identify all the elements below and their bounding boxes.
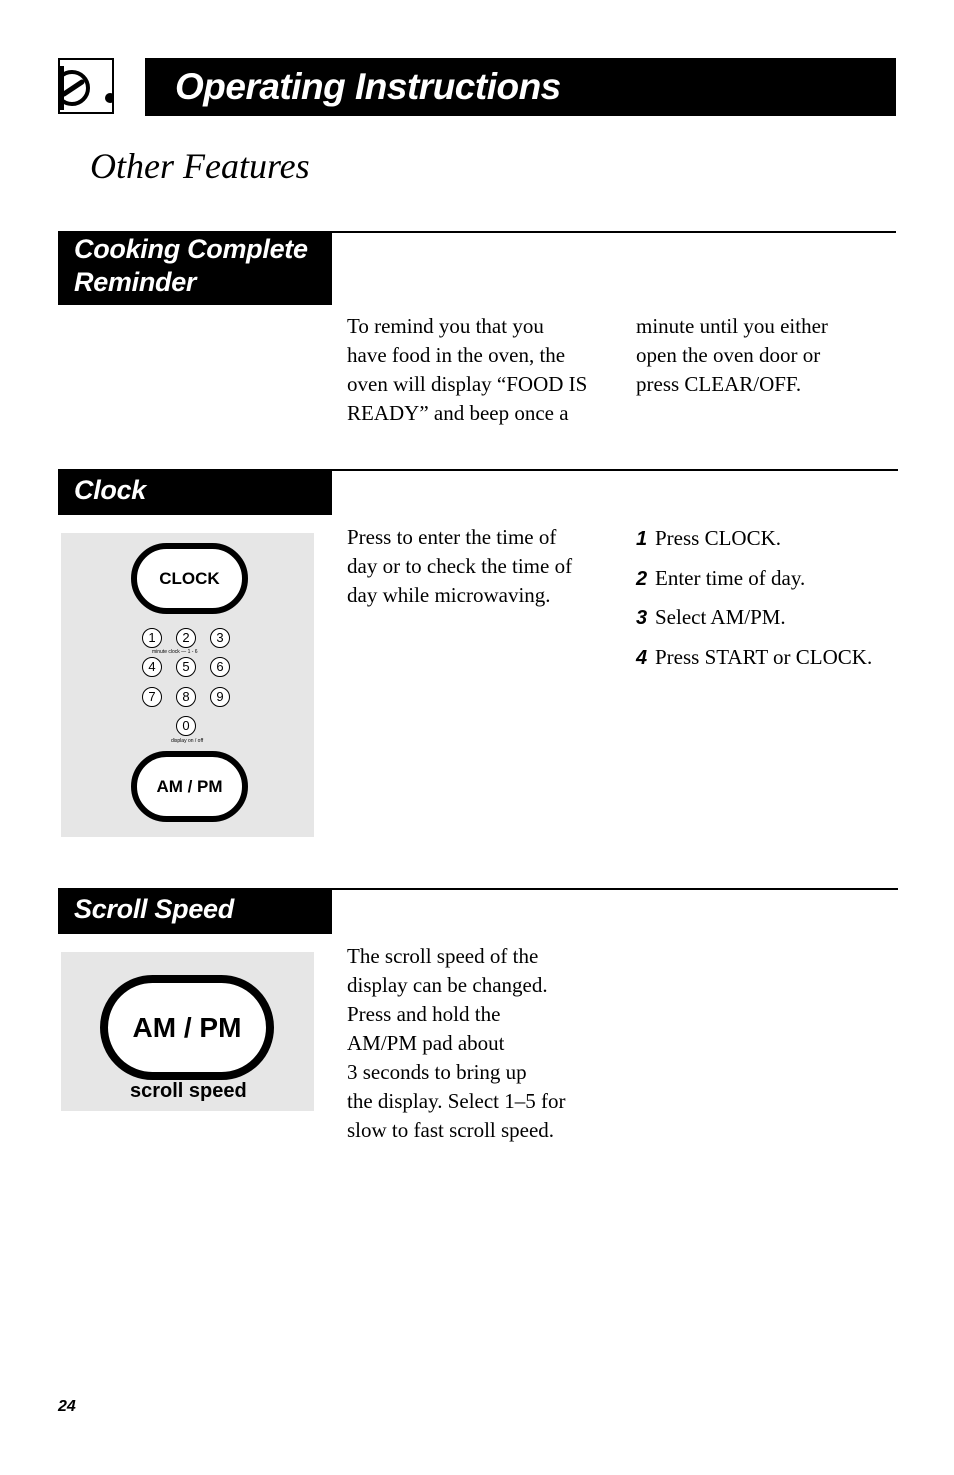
- text-line: press CLEAR/OFF.: [636, 372, 802, 396]
- section-heading-clock: Clock: [58, 469, 332, 515]
- step-number: 4: [636, 646, 648, 669]
- text-line: have food in the oven, the: [347, 343, 566, 367]
- text-line: day while microwaving.: [347, 583, 551, 607]
- text-line: slow to fast scroll speed.: [347, 1118, 555, 1142]
- keypad-key-3[interactable]: 3: [210, 628, 230, 648]
- step-text: Select AM/PM.: [655, 605, 786, 629]
- keypad-key-2[interactable]: 2: [176, 628, 196, 648]
- text-line: minute until you either: [636, 314, 828, 338]
- text-line: open the oven door or: [636, 343, 821, 367]
- page-title: Operating Instructions: [175, 66, 561, 107]
- ampm-button[interactable]: AM / PM: [131, 751, 248, 822]
- text-line: The scroll speed of the: [347, 944, 539, 968]
- step-text: Press CLOCK.: [655, 526, 782, 550]
- clock-button[interactable]: CLOCK: [131, 543, 248, 614]
- text-line: READY” and beep once a: [347, 401, 569, 425]
- heading-line: Reminder: [74, 267, 197, 297]
- scroll-speed-description: [347, 942, 627, 1145]
- keypad-key-0[interactable]: 0: [176, 716, 196, 736]
- text-line: AM/PM pad about: [347, 1031, 505, 1055]
- clock-steps: [636, 524, 872, 682]
- section-rule: [332, 469, 898, 471]
- page-number: 24: [58, 1398, 76, 1415]
- section-heading-reminder: [58, 231, 332, 305]
- keypad-caption: minute clock — 1 - 6: [152, 649, 198, 655]
- clock-illustration: [61, 533, 314, 837]
- step-item: [636, 643, 872, 673]
- section-rule: [332, 231, 896, 233]
- text-line: the display. Select 1–5 for: [347, 1089, 566, 1113]
- keypad-key-1[interactable]: 1: [142, 628, 162, 648]
- keypad-key-9[interactable]: 9: [210, 687, 230, 707]
- keypad-key-8[interactable]: 8: [176, 687, 196, 707]
- reminder-text-col2: [636, 312, 896, 399]
- scroll-speed-caption: scroll speed: [130, 1080, 247, 1102]
- text-line: Press and hold the: [347, 1002, 501, 1026]
- keypad-key-4[interactable]: 4: [142, 657, 162, 677]
- text-line: display can be changed.: [347, 973, 548, 997]
- step-item: [636, 564, 872, 594]
- ampm-button-large[interactable]: AM / PM: [100, 975, 274, 1080]
- section-heading-scroll-speed: Scroll Speed: [58, 888, 332, 934]
- text-line: 3 seconds to bring up: [347, 1060, 527, 1084]
- microwave-dial-icon: [58, 58, 114, 114]
- keypad-key-7[interactable]: 7: [142, 687, 162, 707]
- keypad-key-5[interactable]: 5: [176, 657, 196, 677]
- text-line: oven will display “FOOD IS: [347, 372, 588, 396]
- step-item: [636, 603, 872, 633]
- scroll-speed-illustration: [61, 952, 314, 1111]
- keypad-key-6[interactable]: 6: [210, 657, 230, 677]
- reminder-text-col1: [347, 312, 627, 428]
- step-text: Enter time of day.: [655, 565, 806, 590]
- step-number: 2: [636, 567, 648, 590]
- text-line: Press to enter the time of: [347, 525, 557, 549]
- clock-description: [347, 523, 622, 610]
- section-rule: [332, 888, 898, 890]
- zero-key-caption: display on / off: [171, 738, 204, 744]
- header-bar: [145, 58, 896, 116]
- heading-line: Cooking Complete: [74, 234, 308, 264]
- step-number: 3: [636, 607, 648, 629]
- step-text: Press START or CLOCK.: [655, 644, 873, 669]
- text-line: To remind you that you: [347, 314, 544, 338]
- text-line: day or to check the time of: [347, 554, 573, 578]
- step-number: 1: [636, 528, 648, 550]
- page-subtitle: Other Features: [90, 146, 310, 186]
- step-item: [636, 524, 872, 554]
